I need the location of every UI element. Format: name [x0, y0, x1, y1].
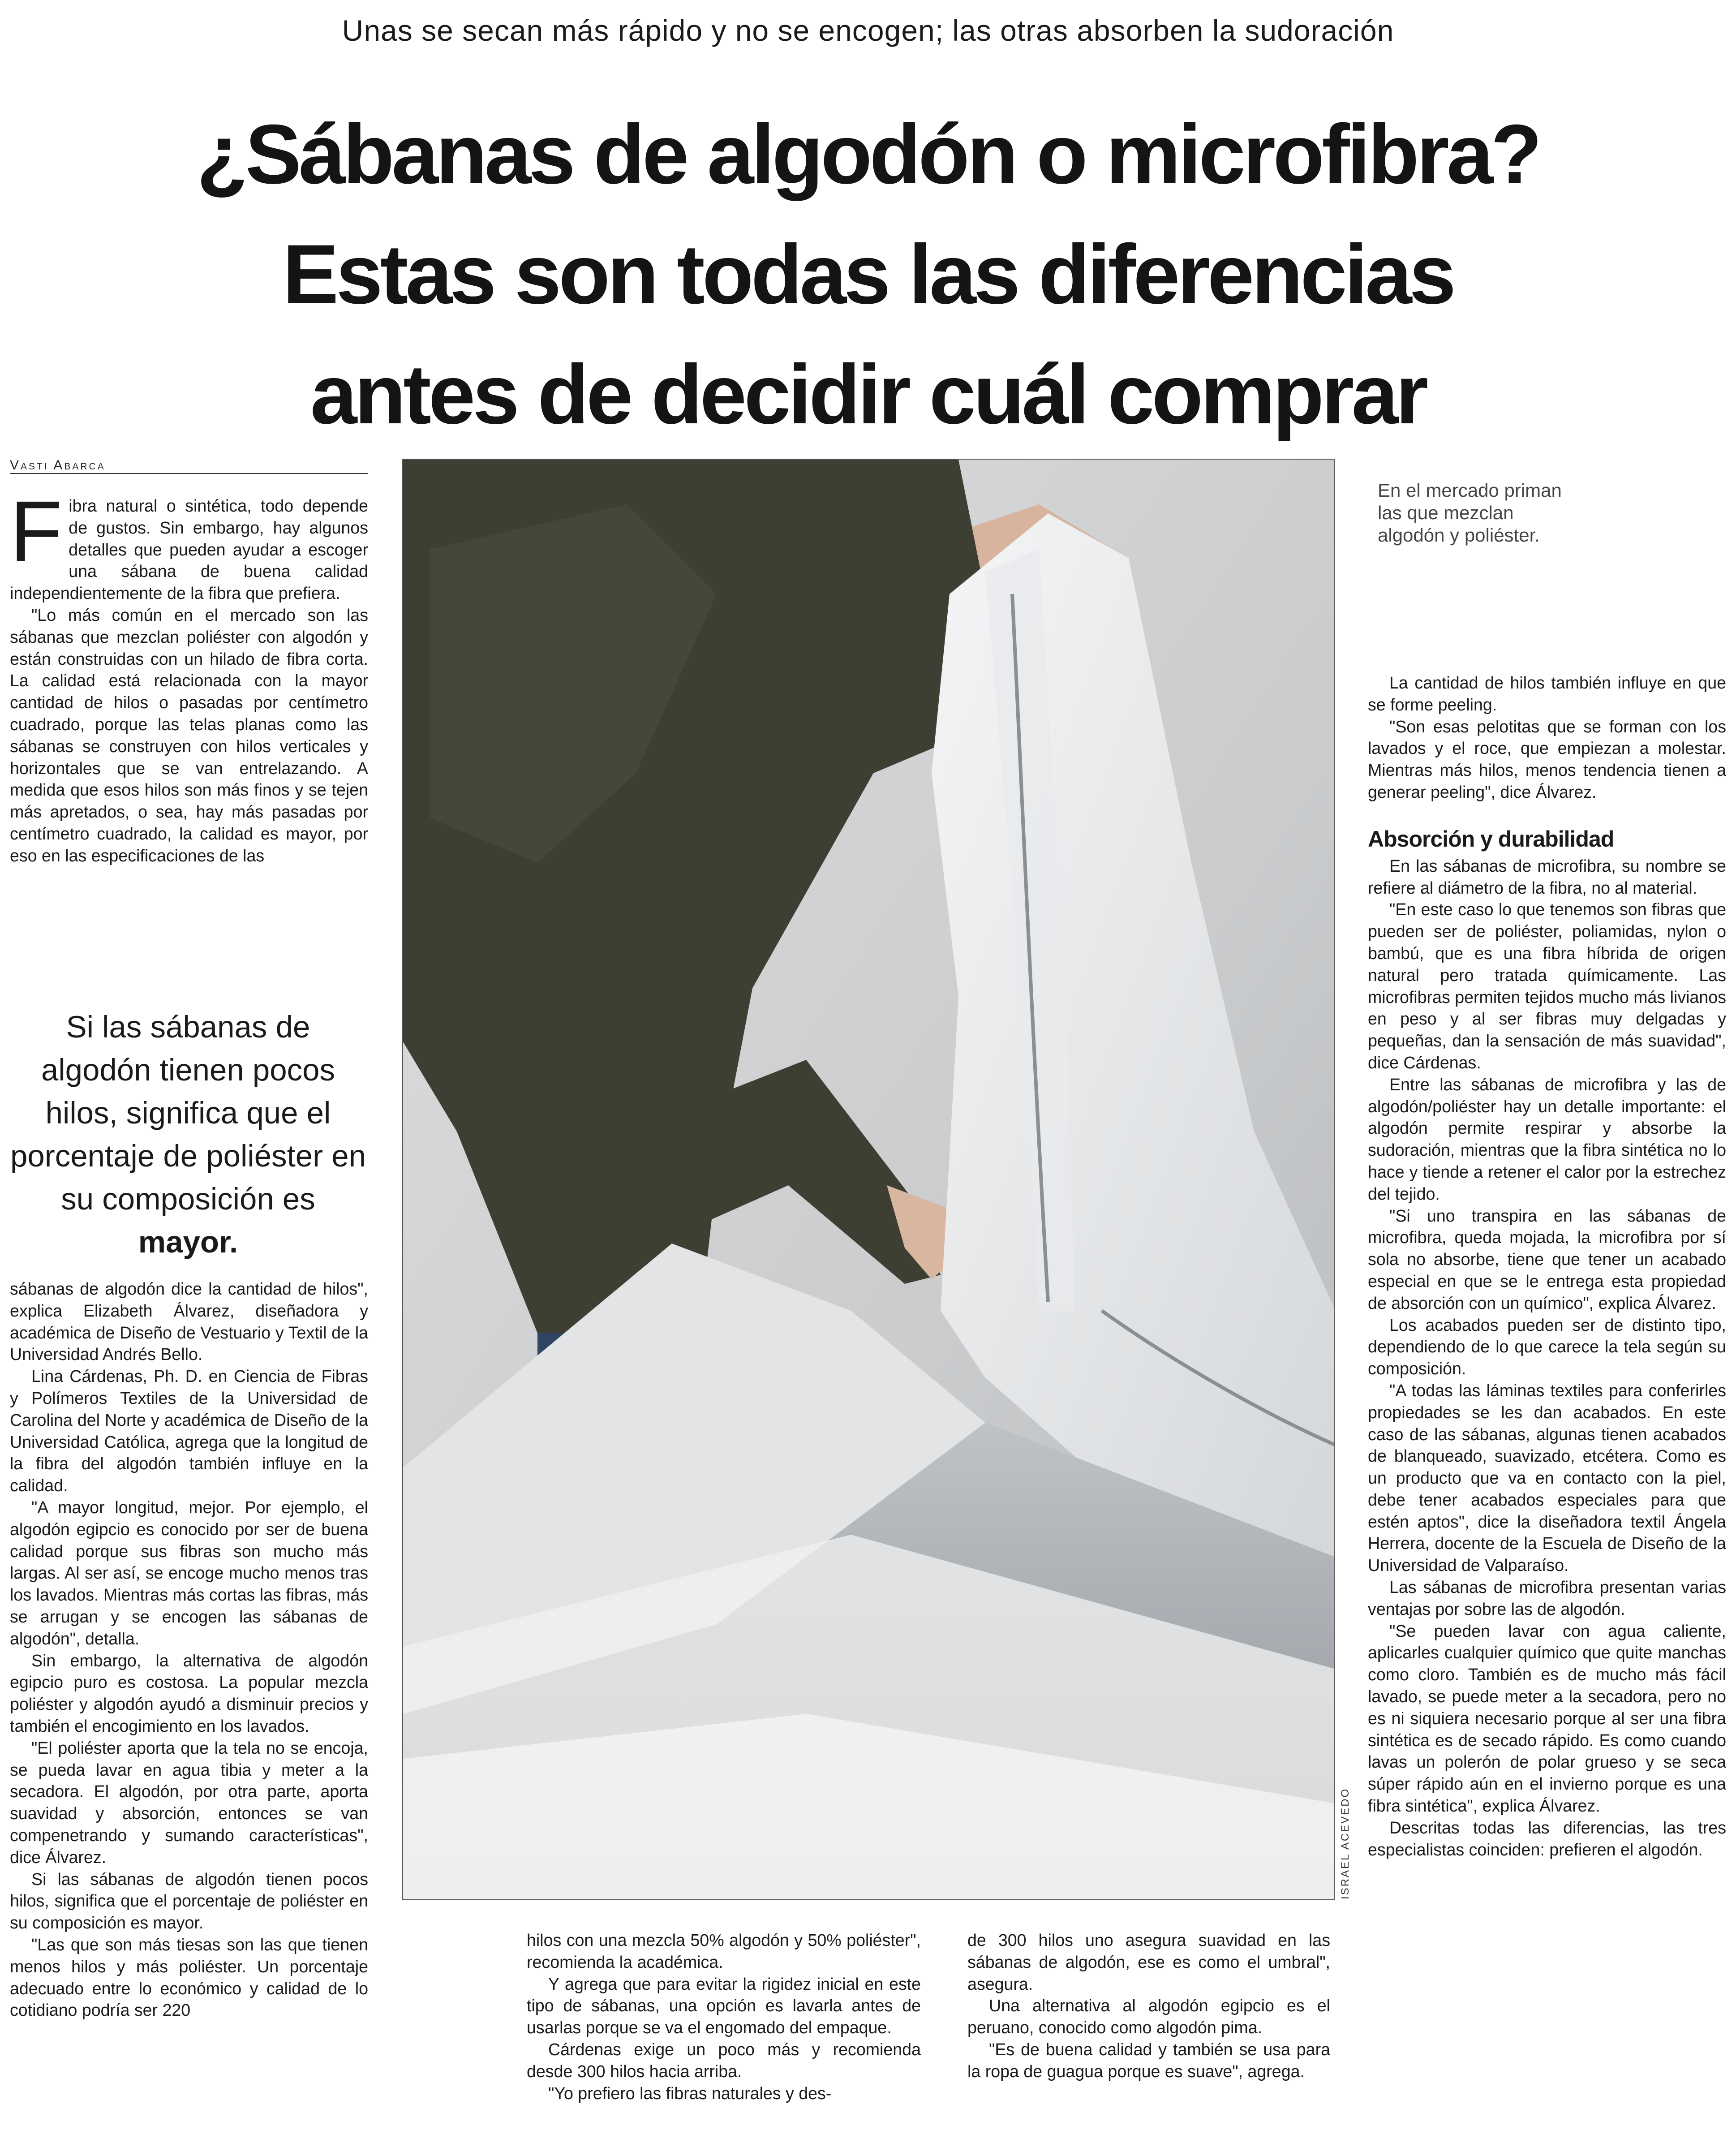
paragraph: "En este caso lo que tenemos son fibras que pueden ser de poliéster, poliamidas, nylon o bambú, que es una fibra híbrida de origen natural pero tratada químicamente. Las microfibras permiten tejidos mucho más livianos en peso y al ser fibras muy delgadas y pequeñas, dan la sensación de más suavidad", dice Cárdenas. — [1368, 900, 1726, 1072]
kicker: Unas se secan más rápido y no se encogen; las otras absorben la sudoración — [342, 14, 1394, 47]
lead-text: ibra natural o sintética, todo depende de gustos. Sin embargo, hay algunos detalles que pueden ayudar a escoger una sábana de buena calidad independientemente de la fibra que prefiera. — [10, 496, 368, 603]
headline-line-3: antes de decidir cuál comprar — [310, 347, 1426, 441]
byline-rule — [10, 473, 368, 474]
paragraph: Y agrega que para evitar la rigidez inicial en este tipo de sábanas, una opción es lavarla antes de usarlas porque se va el engomado del empaque. — [527, 1974, 921, 2037]
paragraph: Cárdenas exige un poco más y recomienda desde 300 hilos hacia arriba. — [527, 2040, 921, 2081]
column-4 — [1368, 672, 1726, 1860]
paragraph: La cantidad de hilos también influye en que se forme peeling. — [1368, 673, 1726, 714]
paragraph: Descritas todas las diferencias, las tres especialistas coinciden: prefieren el algodón. — [1368, 1818, 1726, 1859]
paragraph: "Si uno transpira en las sábanas de microfibra, queda mojada, la microfibra por sí sola no absorbe, tiene que tener un acabado especial en que se le entrega esta propiedad de absorción con un químico", explica Álvarez. — [1368, 1206, 1726, 1313]
column-2 — [527, 1929, 921, 2104]
paragraph: "Son esas pelotitas que se forman con los lavados y el roce, que empiezan a molestar. Mientras más hilos, menos tendencia tienen a generar peeling", dice Álvarez. — [1368, 717, 1726, 801]
byline: Vasti Abarca — [10, 458, 106, 473]
paragraph: "El poliéster aporta que la tela no se encoja, se pueda lavar en agua tibia y meter a la secadora. El algodón, por otra parte, aporta suavidad y absorción, entonces se van compenetrando y sumando características", dice Álvarez. — [10, 1738, 368, 1867]
paragraph: "Se pueden lavar con agua caliente, aplicarles cualquier químico que quite manchas como cloro. También es de mucho más fácil lavado, se puede meter a la secadora, pero no es ni siquiera necesario porque al ser una fibra sintética es de secado rápido. Es como cuando lavas un polerón de polar grueso y se seca súper rápido aún en el invierno porque es una fibra sintética", explica Álvarez. — [1368, 1621, 1726, 1816]
paragraph: En las sábanas de microfibra, su nombre se refiere al diámetro de la fibra, no al material. — [1368, 856, 1726, 897]
column-1-top — [10, 483, 368, 867]
paragraph: Si las sábanas de algodón tienen pocos hilos, significa que el porcentaje de poliéster en su composición es mayor. — [10, 1869, 368, 1932]
column-3 — [967, 1929, 1330, 2083]
pull-quote-text: Si las sábanas de algodón tienen pocos hilos, significa que el porcentaje de poliéster en su composición es — [10, 1010, 366, 1216]
photo-credit: ISRAEL ACEVEDO — [1339, 1787, 1351, 1899]
paragraph: Una alternativa al algodón egipcio es el peruano, conocido como algodón pima. — [967, 1996, 1330, 2037]
paragraph: hilos con una mezcla 50% algodón y 50% poliéster", recomienda la académica. — [527, 1931, 921, 1971]
paragraph: "A todas las láminas textiles para conferirles propiedades se les dan acabados. En este caso de las sábanas, algunas tienen acabados de blanqueado, suavizado, etcétera. Como es un producto que va en contacto con la piel, debe tener acabados especiales para que estén aptos", dice la diseñadora textil Ángela Herrera, docente de la Escuela de Diseño de la Universidad de Valparaíso. — [1368, 1381, 1726, 1575]
lead-paragraph — [10, 483, 368, 604]
paragraph: Los acabados pueden ser de distinto tipo, dependiendo de lo que carece la tela según su composición. — [1368, 1315, 1726, 1378]
paragraph: sábanas de algodón dice la cantidad de hilos", explica Elizabeth Álvarez, diseñadora y académica de Diseño de Vestuario y Textil de la Universidad Andrés Bello. — [10, 1279, 368, 1364]
column-1-bottom — [10, 1278, 368, 2021]
paragraph: Las sábanas de microfibra presentan varias ventajas por sobre las de algodón. — [1368, 1578, 1726, 1618]
headline-line-1: ¿Sábanas de algodón o microfibra? — [196, 107, 1540, 201]
pull-quote-end: mayor. — [138, 1225, 238, 1259]
paragraph: "Yo prefiero las fibras naturales y des- — [548, 2083, 832, 2103]
headline-line-2: Estas son todas las diferencias — [282, 227, 1454, 321]
paragraph: "Es de buena calidad y también se usa para la ropa de guagua porque es suave", agrega. — [967, 2040, 1330, 2081]
paragraph: Entre las sábanas de microfibra y las de algodón/poliéster hay un detalle importante: el algodón permite respirar y absorbe la sudoración, mientras que la fibra sintética no lo hace y tiende a retener el calor por la estrechez del tejido. — [1368, 1075, 1726, 1203]
paragraph: de 300 hilos uno asegura suavidad en las sábanas de algodón, ese es como el umbral", asegura. — [967, 1931, 1330, 1993]
section-subhead: Absorción y durabilidad — [1368, 826, 1614, 852]
paragraph: "A mayor longitud, mejor. Por ejemplo, el algodón egipcio es conocido por ser de buena calidad porque sus fibras son mucho más largas. Al ser así, se encoge mucho menos tras los lavados. Mientras más cortas las fibras, más se arrugan y se encogen las sábanas de algodón", detalla. — [10, 1498, 368, 1648]
photo-caption: En el mercado priman las que mezclan algodón y poliéster. — [1378, 480, 1562, 546]
drop-cap: F — [10, 483, 63, 579]
pull-quote — [9, 1006, 367, 1264]
headline — [67, 94, 1669, 454]
bedroom-photo-illustration — [403, 460, 1335, 1900]
paragraph: "Las que son más tiesas son las que tienen menos hilos y más poliéster. Un porcentaje adecuado entre lo económico y calidad de lo cotidiano podría ser 220 — [10, 1935, 368, 2020]
paragraph: "Lo más común en el mercado son las sábanas que mezclan poliéster con algodón y están construidas con un hilado de fibra corta. La calidad está relacionada con la mayor cantidad de hilos o pasadas por centímetro cuadrado, porque las telas planas como las sábanas se construyen con hilos verticales y horizontales que se van entrelazando. A medida que esos hilos son más finos y se tejen más apretados, o sea, hay más pasadas por centímetro cuadrado, la calidad es mayor, por eso en las especificaciones de las — [10, 605, 368, 865]
paragraph: Sin embargo, la alternativa de algodón egipcio puro es costosa. La popular mezcla poliéster y algodón ayudó a disminuir precios y también el encogimiento en los lavados. — [10, 1651, 368, 1735]
photo-hands-folding-sheet — [402, 459, 1335, 1900]
paragraph: Lina Cárdenas, Ph. D. en Ciencia de Fibras y Polímeros Textiles de la Universidad de Carolina del Norte y académica de Diseño de la Universidad Católica, agrega que la longitud de la fibra del algodón también influye en la calidad. — [10, 1367, 368, 1495]
